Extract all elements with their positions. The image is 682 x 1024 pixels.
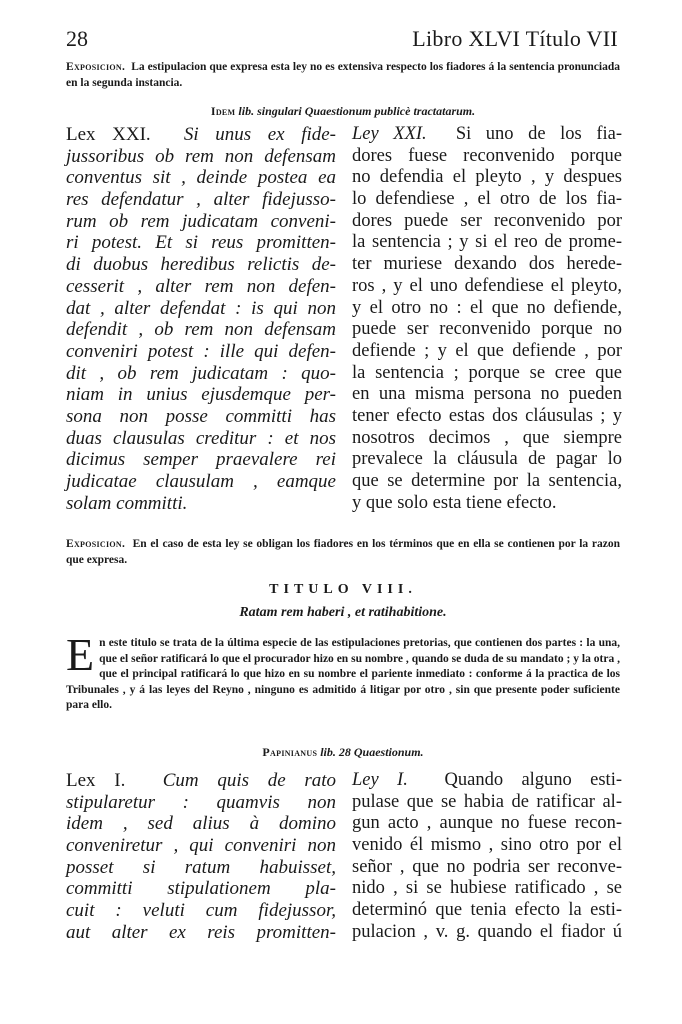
text-line: determinó que tenia efecto la esti-	[352, 900, 622, 921]
text-line: señor , que no podria ser reconve-	[352, 856, 622, 877]
page-header	[66, 26, 618, 54]
text-line: Ley XXI. Si uno de los fia-	[352, 124, 622, 144]
text-line: duas clausulas creditur : et nos	[66, 427, 336, 449]
text-line: lo defendiese , el otro de los fia-	[352, 189, 622, 210]
ley-21-spanish-column	[352, 124, 622, 514]
text-line: Lex I. Cum quis de rato	[66, 770, 337, 791]
attribution-1	[66, 104, 620, 119]
text-line: defiende ; y el que defiende , por	[352, 340, 622, 361]
page-number: 28	[66, 26, 88, 51]
exposicion-1	[66, 60, 620, 91]
text-line: jussoribus ob rem non defensam	[66, 145, 336, 167]
text-line: Lex XXI. Si unus ex fide-	[66, 124, 337, 145]
text-line: pulacion , v. g. quando el fiador ú	[352, 921, 622, 942]
text-line: aut alter ex reis promitten-	[66, 921, 336, 943]
lex-1-latin-column	[66, 770, 336, 944]
text-line: tener efecto estas dos cláusulas ; y	[352, 405, 622, 426]
lex-1-latin-label: Lex I.	[66, 770, 126, 791]
text-line: ros , y el uno defendiese el pleyto,	[352, 275, 622, 296]
text-line: venido él mismo , sino otro por el	[352, 835, 622, 856]
text-line: nido , si se hubiese ratificado , se	[352, 878, 622, 899]
text-line: dicimus semper praevalere rei	[66, 449, 336, 471]
text-line: conveniretur , qui conveniri non	[66, 835, 336, 857]
text-line: pulase que se habia de ratificar al-	[352, 791, 622, 812]
text-line: idem , sed alius à domino	[66, 813, 336, 835]
text-line: prevalece la cláusula de pagar lo	[352, 449, 622, 470]
text-line: defendit , ob rem non defensam	[66, 319, 336, 341]
text-line: ri potest. Et si reus promitten-	[66, 232, 336, 254]
text-line: posset si ratum habuisset,	[66, 856, 336, 878]
text-line: di duobus heredibus relictis de-	[66, 254, 336, 276]
text-line: y que solo esta tiene efecto.	[352, 492, 557, 513]
attribution-work: lib. singulari Quaestionum publicè tractatarum.	[238, 104, 476, 118]
text-line: dores puede ser reconvenido por	[352, 210, 622, 231]
lex-21-latin-column	[66, 124, 336, 514]
text-line: judicatae clausulam , eamque	[66, 471, 336, 492]
lex-21-latin-label: Lex XXI.	[66, 124, 151, 145]
text-line: cesserit , alter rem non defen-	[66, 275, 336, 297]
text-line: ter muriese dexando dos herede-	[352, 254, 622, 275]
text-line: dores fuese reconvenido porque	[352, 145, 622, 166]
ley-1-spanish-column	[352, 770, 622, 944]
text-line: stipularetur : quamvis non	[66, 791, 336, 813]
exposicion-text: La estipulacion que expresa esta ley no es extensiva respecto los fiadores á la sentencia pronunciada en la segunda instancia.	[66, 61, 620, 89]
attribution-author: Papinianus	[262, 745, 318, 759]
text-line: rum ob rem judicatam conveni-	[66, 210, 336, 232]
text-line: solam committi.	[66, 492, 188, 514]
text-line: y el otro no : el que no defiende,	[352, 297, 622, 318]
exposicion-label: Exposicion.	[66, 61, 126, 73]
text-line: niam in unius ejusdemque per-	[66, 384, 336, 406]
exposicion-2	[66, 537, 620, 568]
text-line: dit , ob rem judicatam : quo-	[66, 362, 336, 384]
running-title: Libro XLVI Título VII	[412, 26, 618, 51]
text-line: nosotros decimos , que siempre	[352, 427, 622, 448]
text-line: que se determine por la sentencia,	[352, 471, 622, 491]
text-line: la sentencia ; y si el reo de prome-	[352, 232, 622, 253]
text-line: conventus sit , deinde postea ea	[66, 167, 336, 189]
text-line: conveniri potest : ille qui defen-	[66, 340, 336, 362]
ley-1-spanish-label: Ley I.	[352, 770, 408, 790]
text-line: gun acto , aunque no fuese recon-	[352, 813, 622, 834]
exposicion-label: Exposicion.	[66, 538, 126, 550]
text-line: Ley I. Quando alguno esti-	[352, 770, 622, 790]
section-intro	[66, 629, 620, 714]
ley-21-spanish-label: Ley XXI.	[352, 124, 427, 144]
text-line: dat , alter defendat : is qui non	[66, 297, 336, 319]
text-line: cuit : veluti cum fidejussor,	[66, 900, 336, 922]
text-line: en una misma persona no pueden	[352, 384, 622, 405]
section-subtitle: Ratam rem haberi , et ratihabitione.	[239, 605, 447, 620]
text-line: la sentencia ; porque se cree que	[352, 362, 622, 383]
attribution-work: lib. 28 Quaestionum.	[320, 745, 424, 759]
text-line: puede ser reconvenido porque no	[352, 319, 622, 340]
text-line: res defendatur , alter fidejusso-	[66, 189, 336, 211]
text-line: committi stipulationem pla-	[66, 878, 336, 900]
attribution-2	[66, 745, 620, 760]
exposicion-text: En el caso de esta ley se obligan los fiadores en los términos que en ella se contienen por la razon que expresa.	[66, 538, 621, 566]
drop-cap: E	[66, 629, 95, 680]
section-heading: TITULO VIII.	[269, 582, 417, 597]
text-line: no defendia el pleyto , y despues	[352, 167, 622, 188]
attribution-author: Idem	[210, 104, 236, 118]
text-line: sona non posse committi has	[66, 405, 336, 427]
intro-text: n este titulo se trata de la última especie de las estipulaciones pretorias, que contienen dos partes : la una, que el señor ratificará lo que el procurador hizo en su nombre , quando se duda de su mandato ; y la otra , que el principal ratificará lo que hizo en su nombre el pariente inmediato : conforme á la practica de los Tribunales , y á las leyes del Reyno , ninguno es admitido á litigar por otro , sin que presente poder suficiente para ello.	[66, 637, 620, 711]
